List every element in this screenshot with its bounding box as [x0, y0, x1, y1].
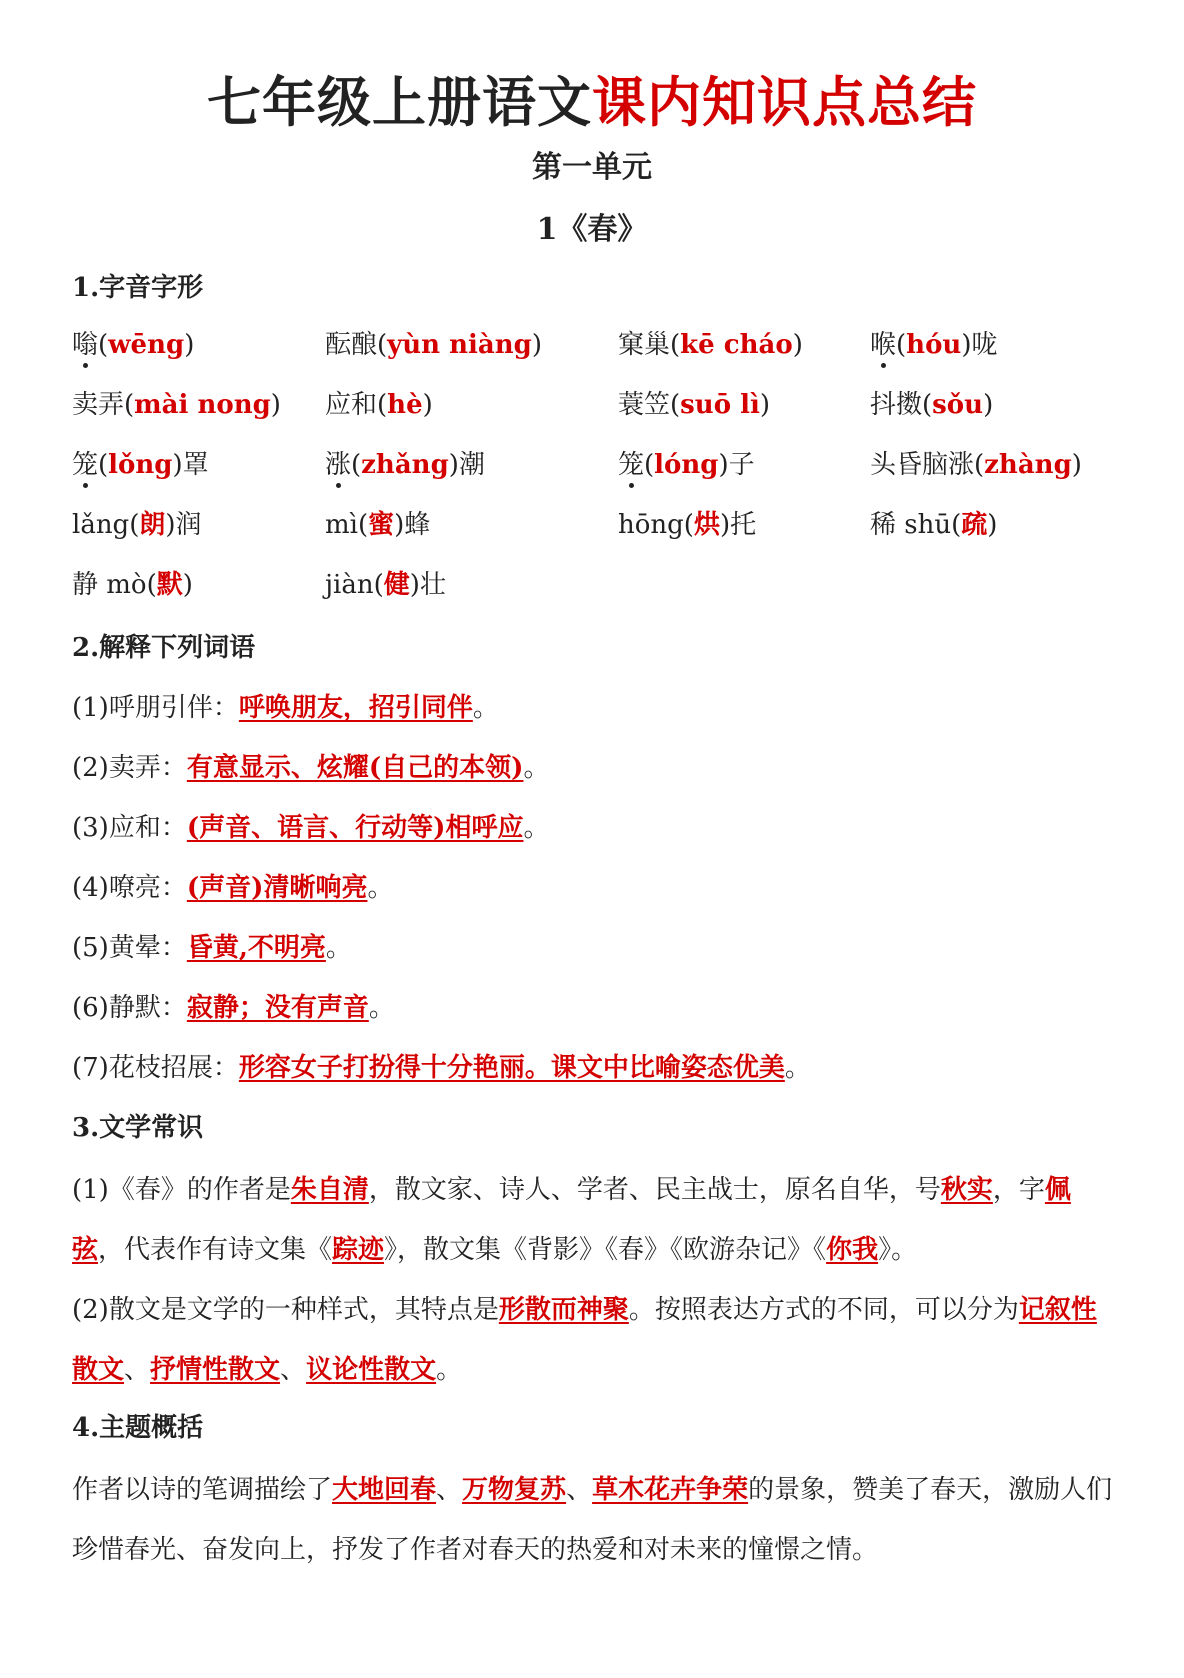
- period: 。: [523, 753, 550, 783]
- literature-paragraph-1: [72, 1160, 1116, 1280]
- text: 作者以诗的笔调描绘了: [72, 1475, 333, 1505]
- answer: 踪迹: [332, 1235, 385, 1265]
- char-item: [325, 569, 446, 603]
- text: 》。: [878, 1235, 918, 1265]
- definition-answer: 昏黄,不明亮: [186, 933, 326, 963]
- pinyin-item: [618, 329, 803, 363]
- answer-char: 蜜: [368, 510, 395, 540]
- right-paren: ): [270, 390, 281, 420]
- page-title: [0, 70, 1184, 135]
- definition-answer: 有意显示、炫耀(自己的本领): [186, 753, 524, 783]
- period: 。: [784, 1053, 811, 1083]
- word-suffix: 润: [175, 510, 202, 540]
- term: (1)呼朋引伴：: [72, 693, 239, 723]
- pinyin-item: [870, 329, 998, 363]
- right-paren: ): [422, 390, 433, 420]
- left-paren: (: [644, 450, 655, 480]
- right-paren: ): [394, 510, 405, 540]
- pinyin-plain: 稀 shū: [870, 510, 952, 540]
- word-char: 卖弄: [72, 390, 125, 420]
- text: 、: [124, 1355, 151, 1385]
- definition-answer: 呼唤朋友，招引同伴: [238, 693, 473, 723]
- period: 。: [325, 933, 352, 963]
- text: ，代表作有诗文集《: [98, 1235, 333, 1265]
- text: (1)《春》的作者是: [72, 1175, 291, 1205]
- pinyin-item: [72, 389, 281, 423]
- word-char: 笼: [618, 449, 644, 483]
- right-paren: ): [165, 510, 176, 540]
- pinyin-item: [72, 329, 194, 363]
- definition-answer: 寂静；没有声音: [186, 993, 369, 1023]
- pinyin-text: zhàng: [984, 450, 1072, 480]
- right-paren: ): [1071, 450, 1082, 480]
- pinyin-item: [870, 449, 1082, 483]
- section-4-heading: 4.主题概括: [72, 1413, 204, 1443]
- left-paren: (: [357, 510, 369, 540]
- answer: 你我: [826, 1235, 879, 1265]
- word-suffix: 蜂: [404, 510, 431, 540]
- left-paren: (: [124, 390, 135, 420]
- answer: 大地回春: [332, 1475, 437, 1505]
- answer: 议论性散文: [306, 1355, 437, 1385]
- char-item: [72, 569, 193, 603]
- term: (4)嘹亮：: [72, 873, 187, 903]
- left-paren: (: [974, 450, 985, 480]
- right-paren: ): [172, 450, 183, 480]
- answer-char: 朗: [139, 510, 166, 540]
- term: (2)卖弄：: [72, 753, 187, 783]
- text: 》，散文集《背影》《春》《欧游杂记》《: [384, 1235, 827, 1265]
- char-item: [325, 509, 430, 543]
- pinyin-item: [325, 449, 485, 483]
- text: ，散文家、诗人、学者、民主战士，原名自华，号: [368, 1175, 941, 1205]
- right-paren: ): [719, 510, 731, 540]
- right-paren: ): [961, 330, 972, 360]
- pinyin-text: suō lì: [680, 390, 760, 420]
- text: (2)散文是文学的一种样式，其特点是: [72, 1295, 499, 1325]
- right-paren: ): [182, 570, 193, 600]
- left-paren: (: [146, 570, 157, 600]
- definition-answer: 形容女子打扮得十分艳丽。课文中比喻姿态优美: [238, 1053, 785, 1083]
- word-char: 窠巢: [618, 330, 671, 360]
- answer-char: 默: [156, 570, 183, 600]
- pinyin-plain: lǎng: [72, 510, 130, 540]
- pinyin-item: [618, 389, 770, 423]
- pinyin-plain: hōng: [618, 510, 684, 540]
- right-paren: ): [792, 330, 803, 360]
- literature-paragraph-2: [72, 1280, 1116, 1400]
- pinyin-text: wēng: [108, 330, 185, 360]
- word-char: 喉: [870, 329, 896, 363]
- right-paren: ): [987, 510, 998, 540]
- answer: 秋实: [940, 1175, 993, 1205]
- left-paren: (: [670, 330, 681, 360]
- text: 、: [436, 1475, 463, 1505]
- char-item: [72, 509, 202, 543]
- answer: 佩弦: [72, 1175, 1071, 1265]
- pinyin-text: zhǎng: [361, 450, 449, 480]
- word-suffix: 潮: [458, 450, 485, 480]
- text: 。: [436, 1355, 463, 1385]
- left-paren: (: [377, 390, 388, 420]
- term: (6)静默：: [72, 993, 187, 1023]
- text: 。按照表达方式的不同，可以分为: [628, 1295, 1019, 1325]
- pinyin-text: kē cháo: [680, 330, 793, 360]
- term: (3)应和：: [72, 813, 187, 843]
- text: 的景象，赞美了春天，激励人们珍惜春光、奋发向上，抒发了作者对春天的热爱和对未来的憧憬之情。: [72, 1475, 1113, 1565]
- answer: 朱自清: [290, 1175, 369, 1205]
- left-paren: (: [351, 450, 362, 480]
- pinyin-text: lóng: [654, 450, 719, 480]
- left-paren: (: [922, 390, 933, 420]
- text: 、: [280, 1355, 307, 1385]
- title-red: 课内知识点总结: [592, 70, 977, 134]
- theme-paragraph: [72, 1460, 1116, 1580]
- term: (7)花枝招展：: [72, 1053, 239, 1083]
- period: 。: [523, 813, 550, 843]
- pinyin-text: hè: [387, 390, 423, 420]
- right-paren: ): [184, 330, 195, 360]
- text: ，字: [992, 1175, 1045, 1205]
- period: 。: [472, 693, 499, 723]
- definition-answer: (声音、语言、行动等)相呼应: [186, 813, 524, 843]
- period: 。: [367, 873, 394, 903]
- left-paren: (: [896, 330, 907, 360]
- left-paren: (: [373, 570, 384, 600]
- word-char: 蓑笠: [618, 390, 671, 420]
- definition-item: [72, 992, 395, 1026]
- word-char: 涨: [325, 449, 351, 483]
- definition-item: [72, 872, 393, 906]
- answer: 记叙性散文: [72, 1295, 1097, 1385]
- pinyin-item: [325, 329, 542, 363]
- section-1-heading: 1.字音字形: [72, 273, 204, 303]
- word-suffix: 子: [728, 450, 755, 480]
- definition-item: [72, 692, 499, 726]
- word-char: 头昏脑涨: [870, 450, 975, 480]
- left-paren: (: [670, 390, 681, 420]
- left-paren: (: [683, 510, 694, 540]
- unit-heading: 第一单元: [532, 150, 652, 185]
- pinyin-item: [618, 449, 755, 483]
- pinyin-text: yùn niàng: [387, 330, 532, 360]
- word-char: 酝酿: [325, 330, 378, 360]
- right-paren: ): [448, 450, 459, 480]
- period: 。: [368, 993, 395, 1023]
- word-suffix: 咙: [971, 330, 998, 360]
- answer: 万物复苏: [462, 1475, 567, 1505]
- lesson-heading: 1《春》: [536, 212, 648, 247]
- left-paren: (: [129, 510, 140, 540]
- right-paren: ): [531, 330, 543, 360]
- pinyin-text: sǒu: [932, 390, 984, 420]
- word-suffix: 托: [730, 510, 757, 540]
- answer: 抒情性散文: [150, 1355, 281, 1385]
- pinyin-text: hóu: [906, 330, 962, 360]
- definition-item: [72, 812, 549, 846]
- word-char: 笼: [72, 449, 98, 483]
- definition-item: [72, 1052, 811, 1086]
- pinyin-text: mài nong: [134, 390, 271, 420]
- pinyin-plain: jiàn: [325, 570, 374, 600]
- text: 、: [566, 1475, 593, 1505]
- left-paren: (: [377, 330, 388, 360]
- definition-item: [72, 752, 549, 786]
- answer-char: 健: [383, 570, 410, 600]
- char-item: [618, 509, 756, 543]
- left-paren: (: [98, 450, 109, 480]
- char-item: [870, 509, 997, 543]
- section-3-heading: 3.文学常识: [72, 1113, 204, 1143]
- right-paren: ): [409, 570, 420, 600]
- pinyin-item: [870, 389, 993, 423]
- definition-item: [72, 932, 352, 966]
- answer: 形散而神聚: [498, 1295, 629, 1325]
- right-paren: ): [983, 390, 994, 420]
- section-2-heading: 2.解释下列词语: [72, 633, 256, 663]
- answer-char: 疏: [961, 510, 988, 540]
- pinyin-text: lǒng: [108, 450, 173, 480]
- word-char: 应和: [325, 390, 378, 420]
- word-suffix: 壮: [419, 570, 446, 600]
- pinyin-item: [72, 449, 209, 483]
- left-paren: (: [951, 510, 962, 540]
- answer: 草木花卉争荣: [592, 1475, 749, 1505]
- answer-char: 烘: [693, 510, 720, 540]
- word-char: 嗡: [72, 329, 98, 363]
- title-black: 七年级上册语文: [207, 70, 592, 134]
- word-suffix: 罩: [182, 450, 209, 480]
- pinyin-plain: 静 mò: [72, 570, 147, 600]
- pinyin-plain: mì: [325, 510, 358, 540]
- left-paren: (: [98, 330, 109, 360]
- word-char: 抖擞: [870, 390, 923, 420]
- right-paren: ): [718, 450, 729, 480]
- term: (5)黄晕：: [72, 933, 187, 963]
- definition-answer: (声音)清晰响亮: [186, 873, 368, 903]
- right-paren: ): [759, 390, 771, 420]
- pinyin-item: [325, 389, 433, 423]
